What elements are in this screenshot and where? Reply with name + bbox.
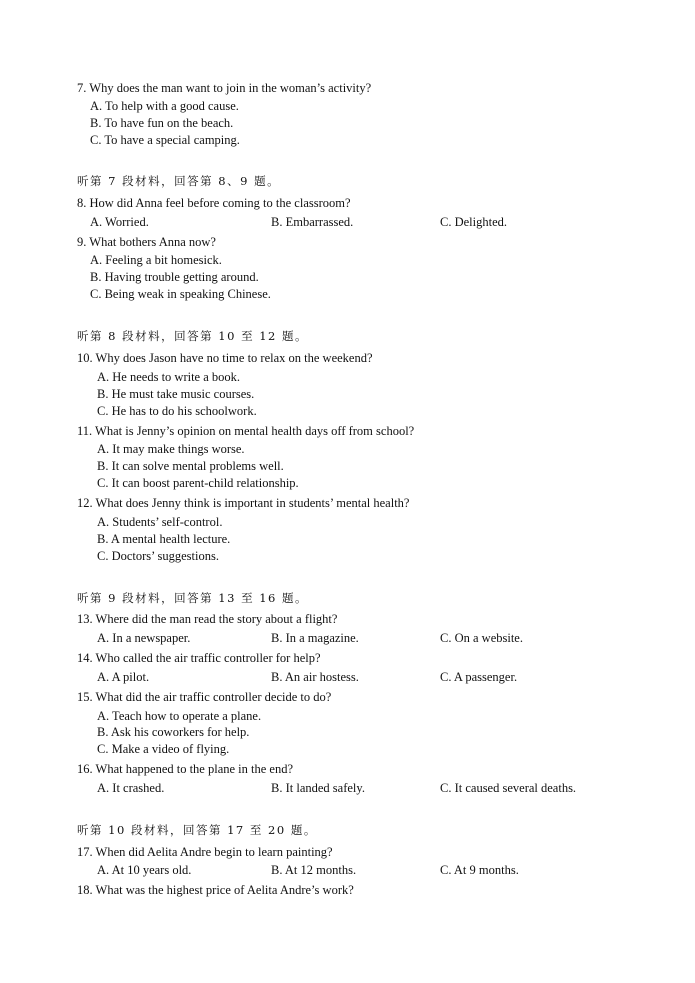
q11-option-b: B. It can solve mental problems well. — [97, 459, 284, 473]
q12-option-a: A. Students’ self-control. — [97, 515, 223, 529]
q16-option-c: C. It caused several deaths. — [440, 781, 577, 795]
section-10-header: 听第 10 段材料，回答第 17 至 20 题。 — [77, 823, 317, 837]
q10-option-b: B. He must take music courses. — [97, 387, 255, 401]
q14-option-a: A. A pilot. — [97, 670, 150, 684]
q8-option-a: A. Worried. — [90, 215, 149, 229]
question-16: 16. What happened to the plane in the end? — [77, 762, 294, 776]
q11-option-a: A. It may make things worse. — [97, 442, 245, 456]
section-8-header: 听第 8 段材料，回答第 10 至 12 题。 — [77, 329, 309, 343]
question-9: 9. What bothers Anna now? — [77, 235, 216, 249]
question-13: 13. Where did the man read the story about a flight? — [77, 612, 338, 626]
q17-option-c: C. At 9 months. — [440, 863, 519, 877]
question-7: 7. Why does the man want to join in the woman’s activity? — [77, 81, 372, 95]
q15-option-b: B. Ask his coworkers for help. — [97, 725, 250, 739]
q9-option-c: C. Being weak in speaking Chinese. — [90, 287, 271, 301]
question-12: 12. What does Jenny think is important in students’ mental health? — [77, 496, 410, 510]
q14-option-b: B. An air hostess. — [271, 670, 359, 684]
q14-option-c: C. A passenger. — [440, 670, 518, 684]
q16-option-b: B. It landed safely. — [271, 781, 365, 795]
q13-option-c: C. On a website. — [440, 631, 523, 645]
q9-option-b: B. Having trouble getting around. — [90, 270, 259, 284]
q8-option-b: B. Embarrassed. — [271, 215, 354, 229]
q17-option-b: B. At 12 months. — [271, 863, 357, 877]
q16-option-a: A. It crashed. — [97, 781, 165, 795]
q8-option-c: C. Delighted. — [440, 215, 508, 229]
q15-option-c: C. Make a video of flying. — [97, 742, 230, 756]
q12-option-b: B. A mental health lecture. — [97, 532, 231, 546]
section-7-header: 听第 7 段材料，回答第 8、9 题。 — [77, 174, 281, 188]
q10-option-c: C. He has to do his schoolwork. — [97, 404, 257, 418]
section-9-header: 听第 9 段材料，回答第 13 至 16 题。 — [77, 591, 309, 605]
q7-option-b: B. To have fun on the beach. — [90, 116, 234, 130]
question-18: 18. What was the highest price of Aelita Andre’s work? — [77, 883, 354, 897]
q10-option-a: A. He needs to write a book. — [97, 370, 241, 384]
question-11: 11. What is Jenny’s opinion on mental health days off from school? — [77, 424, 415, 438]
q13-option-a: A. In a newspaper. — [97, 631, 191, 645]
question-17: 17. When did Aelita Andre begin to learn painting? — [77, 845, 333, 859]
q17-option-a: A. At 10 years old. — [97, 863, 192, 877]
q13-option-b: B. In a magazine. — [271, 631, 359, 645]
q7-option-a: A. To help with a good cause. — [90, 99, 239, 113]
q7-option-c: C. To have a special camping. — [90, 133, 240, 147]
q12-option-c: C. Doctors’ suggestions. — [97, 549, 219, 563]
question-14: 14. Who called the air traffic controller for help? — [77, 651, 321, 665]
q9-option-a: A. Feeling a bit homesick. — [90, 253, 222, 267]
q11-option-c: C. It can boost parent-child relationship. — [97, 476, 299, 490]
question-8: 8. How did Anna feel before coming to the classroom? — [77, 196, 351, 210]
question-15: 15. What did the air traffic controller decide to do? — [77, 690, 332, 704]
q15-option-a: A. Teach how to operate a plane. — [97, 709, 262, 723]
question-10: 10. Why does Jason have no time to relax on the weekend? — [77, 351, 373, 365]
